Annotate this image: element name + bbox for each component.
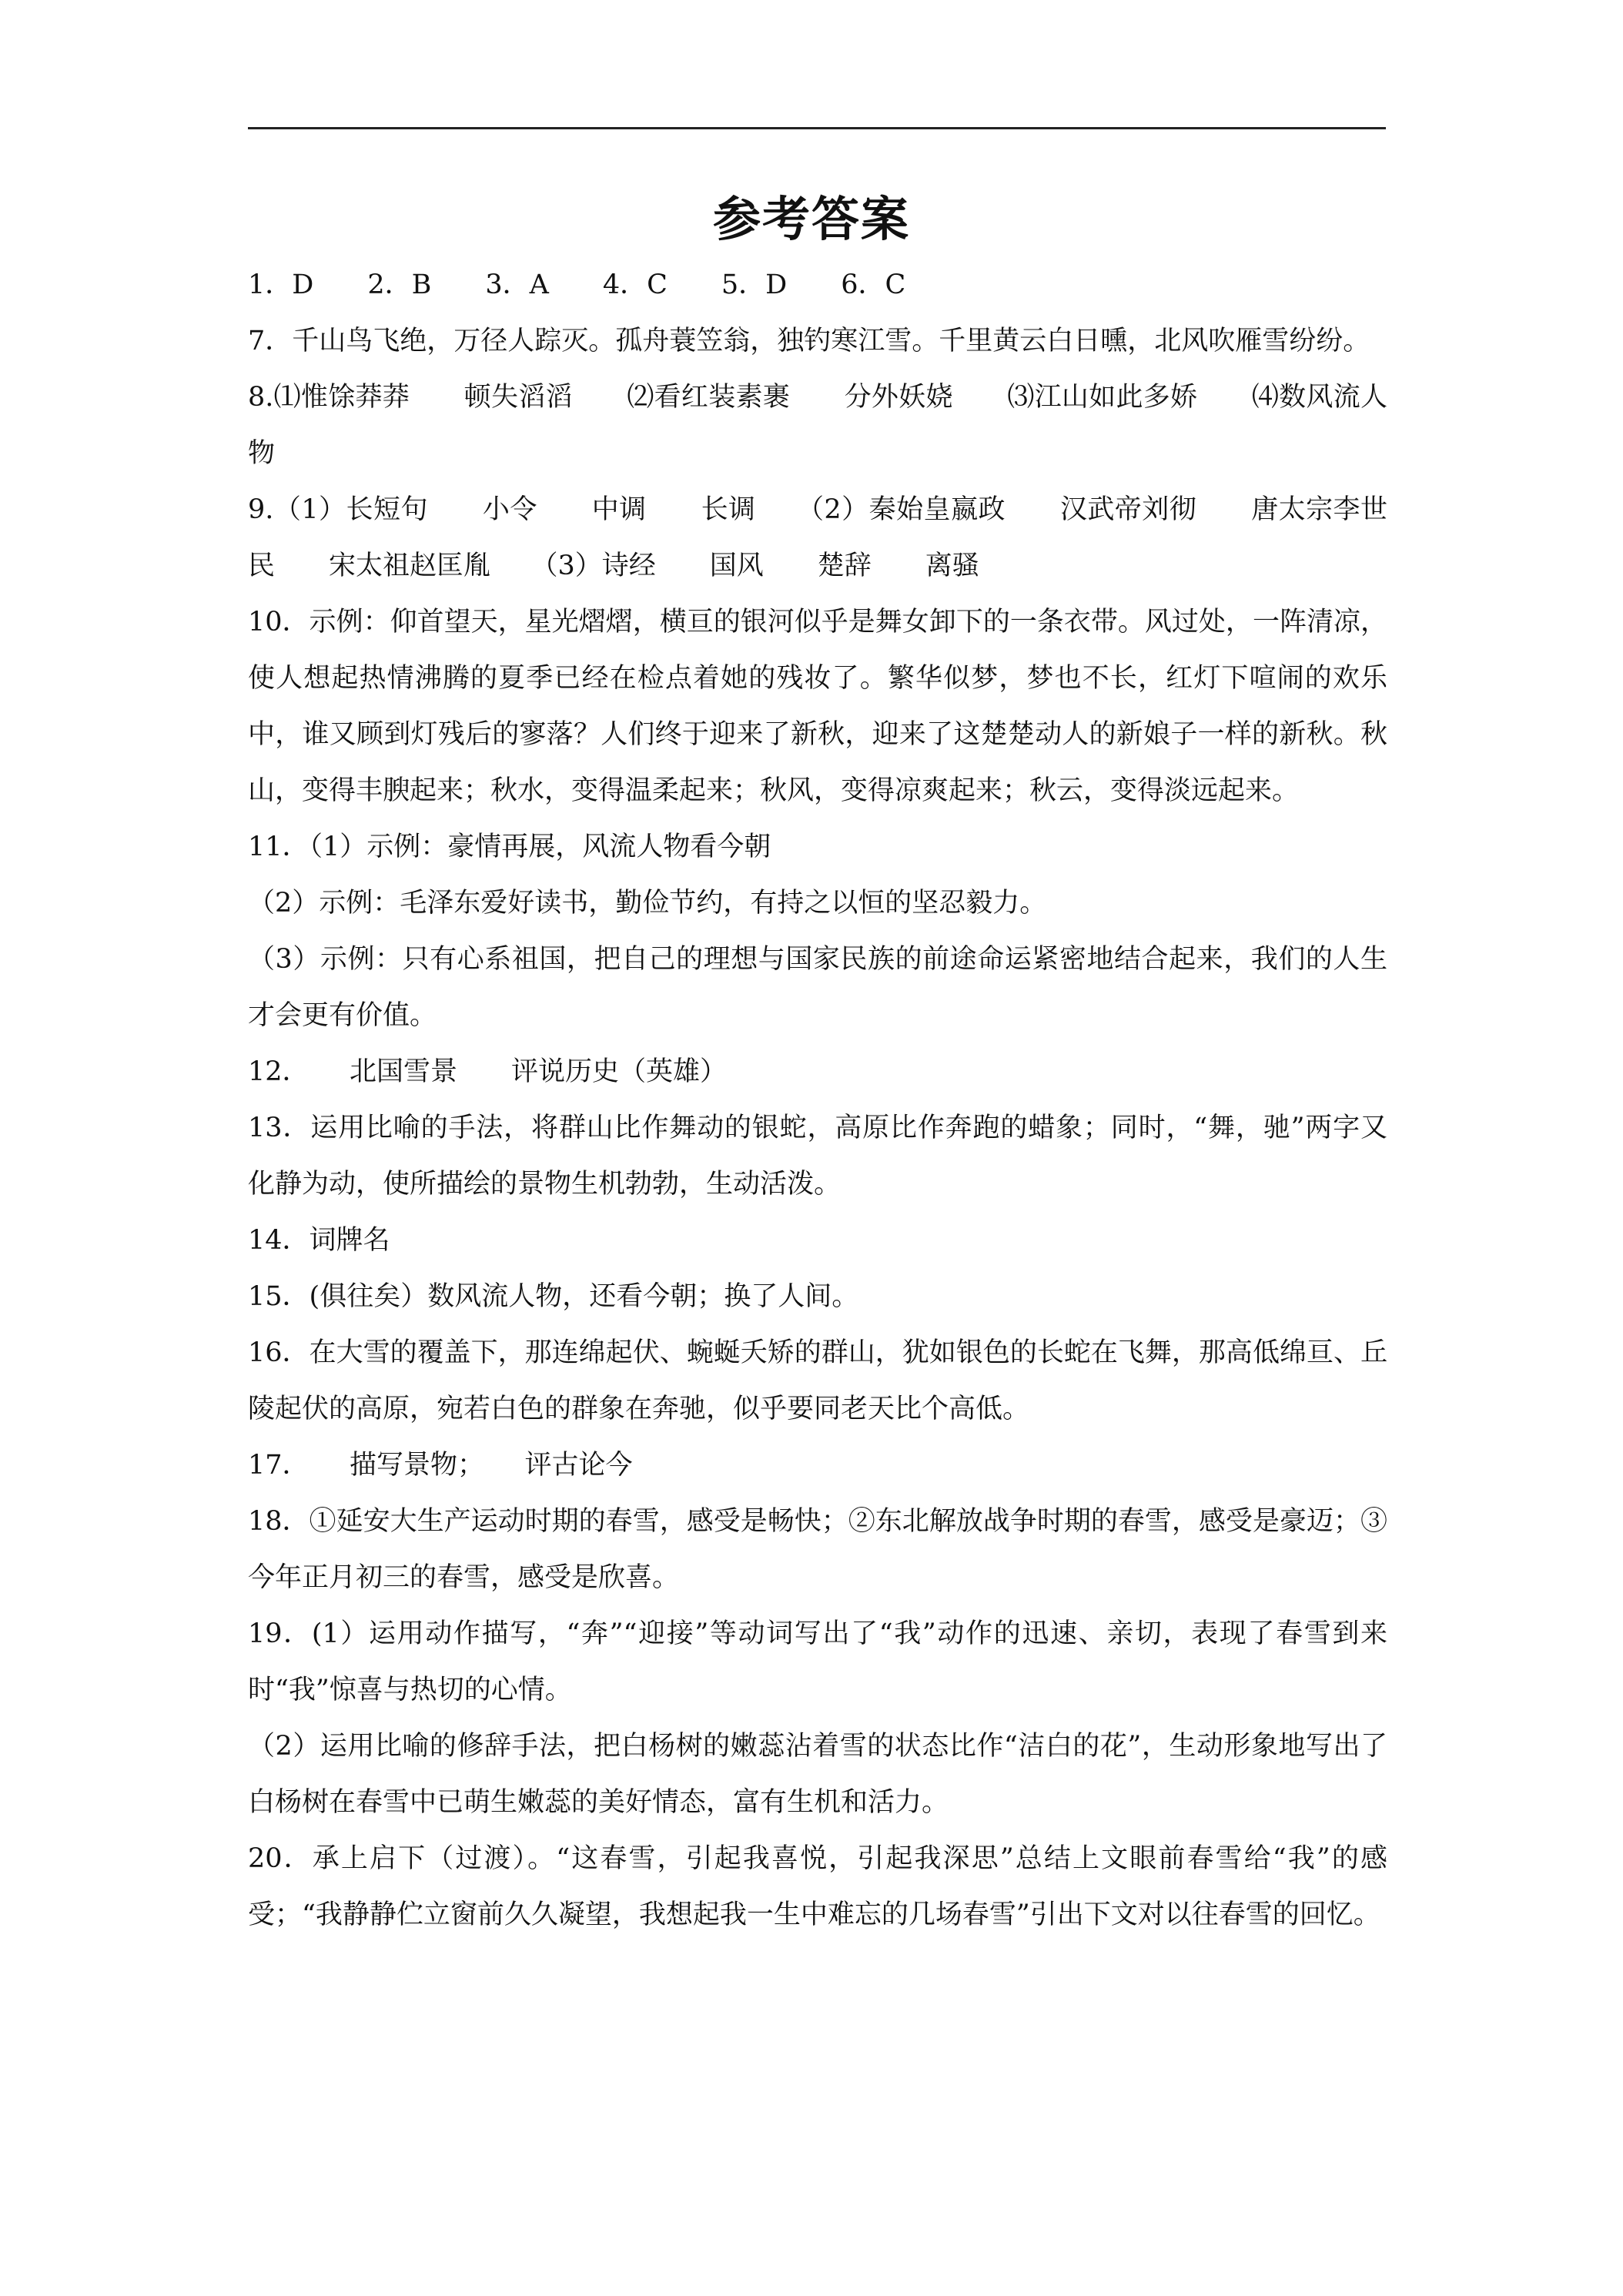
page-title: 参考答案 [712,191,910,247]
answer-11-part-1: 11．（1）示例：豪情再展，风流人物看今朝 [248,832,771,862]
answer-17: 17． 描写景物； 评古论今 [248,1450,633,1481]
answer-14: 14．词牌名 [248,1225,390,1256]
answer-7: 7．千山鸟飞绝，万径人踪灭。孤舟蓑笠翁，独钓寒江雪。千里黄云白日曛，北风吹雁雪纷纷。 [248,326,1370,356]
answer-8: 8.⑴惟馀莽莽 顿失滔滔 ⑵看红装素裹 分外妖娆 ⑶江山如此多娇 ⑷数风流人物 [248,382,1387,469]
answer-19-part-2: （2）运用比喻的修辞手法，把白杨树的嫩蕊沾着雪的状态比作“洁白的花”，生动形象地写出了白杨树在春雪中已萌生嫩蕊的美好情态，富有生机和活力。 [248,1731,1387,1818]
answer-1-6: 1．D 2．B 3．A 4．C 5．D 6．C [248,269,906,300]
header-rule [248,127,1386,129]
answer-list [248,257,1387,1943]
answer-18: 18．①延安大生产运动时期的春雪，感受是畅快；②东北解放战争时期的春雪，感受是豪迈；③今年正月初三的春雪，感受是欣喜。 [248,1506,1387,1593]
answer-9: 9.（1）长短句 小令 中调 长调 （2）秦始皇嬴政 汉武帝刘彻 唐太宗李世民 宋太祖赵匡胤 （3）诗经 国风 楚辞 离骚 [248,494,1387,581]
answer-15: 15．(俱往矣）数风流人物，还看今朝；换了人间。 [248,1281,859,1312]
answer-11-part-2: （2）示例：毛泽东爱好读书，勤俭节约，有持之以恒的坚忍毅力。 [248,888,1047,919]
answer-11-part-3: （3）示例：只有心系祖国，把自己的理想与国家民族的前途命运紧密地结合起来，我们的人生才会更有价值。 [248,944,1387,1031]
answer-12: 12． 北国雪景 评说历史（英雄） [248,1056,728,1087]
answer-19-part-1: 19．(1）运用动作描写，“奔”“迎接”等动词写出了“我”动作的迅速、亲切，表现了春雪到来时“我”惊喜与热切的心情。 [248,1618,1387,1705]
answer-20: 20．承上启下（过渡）。“这春雪，引起我喜悦，引起我深思”总结上文眼前春雪给“我”的感受；“我静静伫立窗前久久凝望，我想起我一生中难忘的几场春雪”引出下文对以往春雪的回忆。 [248,1843,1387,1930]
answer-10: 10．示例：仰首望天，星光熠熠，横亘的银河似乎是舞女卸下的一条衣带。风过处，一阵清凉，使人想起热情沸腾的夏季已经在检点着她的残妆了。繁华似梦，梦也不长，红灯下喧闹的欢乐中，谁又顾到灯残后的寥落？人们终于迎来了新秋，迎来了这楚楚动人的新娘子一样的新秋。秋山，变得丰腴起来；秋水，变得温柔起来；秋风，变得凉爽起来；秋云，变得淡远起来。 [248,607,1387,806]
answer-13: 13．运用比喻的手法，将群山比作舞动的银蛇，高原比作奔跑的蜡象；同时，“舞，驰”两字又化静为动，使所描绘的景物生机勃勃，生动活泼。 [248,1113,1387,1200]
answer-16: 16．在大雪的覆盖下，那连绵起伏、蜿蜒夭矫的群山，犹如银色的长蛇在飞舞，那高低绵亘、丘陵起伏的高原，宛若白色的群象在奔驰，似乎要同老天比个高低。 [248,1337,1387,1424]
